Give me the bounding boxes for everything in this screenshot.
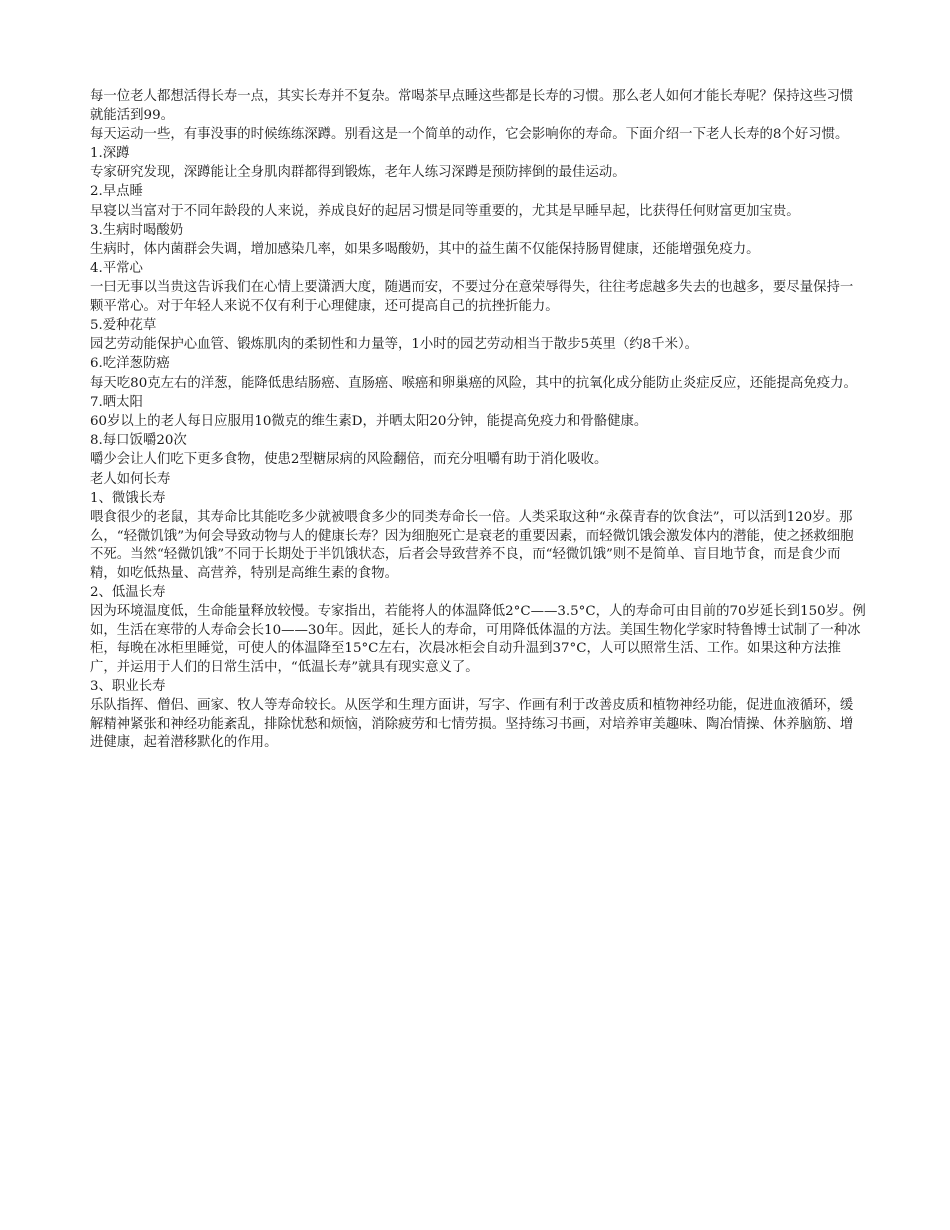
body-habit-1: 专家研究发现，深蹲能让全身肌肉群都得到锻炼，老年人练习深蹲是预防摔倒的最佳运动。 — [90, 165, 626, 181]
heading-method-3: 3、职业长寿 — [90, 679, 166, 695]
body-habit-2: 早寝以当富对于不同年龄段的人来说，养成良好的起居习惯是同等重要的，尤其是早睡早起，比获得任何财富更加宝贵。 — [90, 203, 800, 219]
heading-habit-1: 1.深蹲 — [90, 145, 130, 161]
body-habit-3: 生病时，体内菌群会失调，增加感染几率，如果多喝酸奶，其中的益生菌不仅能保持肠胃健康，还能增强免疫力。 — [90, 241, 760, 257]
heading-habit-8: 8.每口饭嚼20次 — [90, 433, 187, 449]
heading-habit-7: 7.晒太阳 — [90, 394, 143, 410]
heading-habit-4: 4.平常心 — [90, 261, 143, 277]
heading-habit-5: 5.爱种花草 — [90, 318, 157, 334]
document-body — [90, 88, 866, 754]
section-title-longevity: 老人如何长寿 — [90, 471, 171, 487]
body-habit-6: 每天吃80克左右的洋葱，能降低患结肠癌、直肠癌、喉癌和卵巢癌的风险，其中的抗氧化成分能防止炎症反应，还能提高免疫力。 — [90, 375, 857, 391]
heading-habit-3: 3.生病时喝酸奶 — [90, 222, 184, 238]
heading-method-2: 2、低温长寿 — [90, 584, 166, 600]
body-method-1: 喂食很少的老鼠，其寿命比其能吃多少就被喂食多少的同类寿命长一倍。人类采取这种“永葆青春的饮食法”，可以活到120岁。那么，“轻微饥饿”为何会导致动物与人的健康长寿？因为细胞死亡是衰老的重要因素，而轻微饥饿会激发体内的潜能，使之拯救细胞不死。当然“轻微饥饿”不同于长期处于半饥饿状态，后者会导致营养不良，而“轻微饥饿”则不是简单、盲目地节食，而是食少而精，如吃低热量、高营养，特别是高维生素的食物。 — [90, 509, 854, 581]
body-habit-5: 园艺劳动能保护心血管、锻炼肌肉的柔韧性和力量等，1小时的园艺劳动相当于散步5英里（约8千米）。 — [90, 337, 699, 353]
body-habit-8: 嚼少会让人们吃下更多食物，使患2型糖尿病的风险翻倍，而充分咀嚼有助于消化吸收。 — [90, 452, 608, 468]
body-method-2: 因为环境温度低，生命能量释放较慢。专家指出，若能将人的体温降低2°C——3.5°C，人的寿命可由目前的70岁延长到150岁。例如，生活在寒带的人寿命会长10——30年。因此，延长人的寿命，可用降低体温的方法。美国生物化学家时特鲁博士试制了一种冰柜，每晚在冰柜里睡觉，可使人的体温降至15°C左右，次晨冰柜会自动升温到37°C，人可以照常生活、工作。如果这种方法推广，并运用于人们的日常生活中，“低温长寿”就具有现实意义了。 — [90, 604, 866, 675]
heading-habit-2: 2.早点睡 — [90, 184, 143, 200]
heading-habit-6: 6.吃洋葱防癌 — [90, 356, 170, 372]
body-method-3: 乐队指挥、僧侣、画家、牧人等寿命较长。从医学和生理方面讲，写字、作画有利于改善皮质和植物神经功能，促进血液循环，缓解精神紧张和神经功能紊乱，排除忧愁和烦恼，消除疲劳和七情劳损。坚持练习书画，对培养审美趣味、陶冶情操、休养脑筋、增进健康，起着潜移默化的作用。 — [90, 698, 854, 751]
intro-paragraph-2: 每天运动一些，有事没事的时候练练深蹲。别看这是一个简单的动作，它会影响你的寿命。下面介绍一下老人长寿的8个好习惯。 — [90, 126, 849, 142]
body-habit-7: 60岁以上的老人每日应服用10微克的维生素D，并晒太阳20分钟，能提高免疫力和骨骼健康。 — [90, 414, 648, 429]
body-habit-4: 一曰无事以当贵这告诉我们在心情上要潇洒大度，随遇而安，不要过分在意荣辱得失，往往考虑越多失去的也越多，要尽量保持一颗平常心。对于年轻人来说不仅有利于心理健康，还可提高自己的抗挫折能力。 — [90, 280, 854, 314]
intro-paragraph-1: 每一位老人都想活得长寿一点，其实长寿并不复杂。常喝茶早点睡这些都是长寿的习惯。那么老人如何才能长寿呢？保持这些习惯就能活到99。 — [90, 89, 854, 123]
heading-method-1: 1、微饿长寿 — [90, 490, 166, 506]
